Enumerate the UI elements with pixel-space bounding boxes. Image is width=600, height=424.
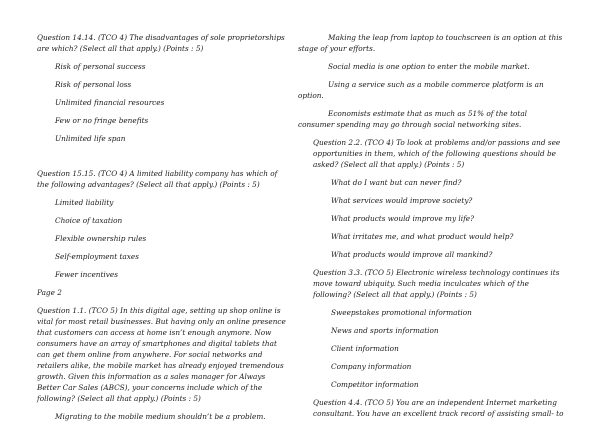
answer-option (313, 61, 565, 72)
question-line: Better Car Sales (ABCS), your concerns include which of the (37, 383, 263, 392)
right-column (298, 32, 565, 419)
question-15 (37, 168, 287, 280)
answer-option: What do I want but can never find? (331, 178, 462, 187)
answer-option: Risk of personal success (55, 62, 146, 71)
question-line: opportunities in them, which of the following questions should be (313, 149, 556, 158)
question-line: growth. Given this information as a sales manager for Always (37, 372, 266, 381)
question-line: Question 1.1. (TCO 5) In this digital age, setting up shop online is (37, 306, 281, 315)
answer-option: News and sports information (331, 326, 439, 335)
option-line: Making the leap from laptop to touchscreen is an option at this (328, 33, 563, 42)
question-1-continued (298, 32, 565, 130)
question-14 (37, 32, 287, 144)
question-line: following? (Select all that apply.) (Points : 5) (313, 290, 477, 299)
option-line: option. (298, 91, 324, 100)
answer-option: What services would improve society? (331, 196, 473, 205)
answer-option: Few or no fringe benefits (55, 116, 149, 125)
question-line: asked? (Select all that apply.) (Points : 5) (313, 160, 465, 169)
question-line: Question 15.15. (TCO 4) A limited liability company has which of (37, 169, 278, 178)
question-line: retailers alike, the mobile market has already enjoyed tremendous (37, 361, 284, 370)
question-line: that customers can access at home isn’t enough anymore. Now (37, 328, 272, 337)
page-label: Page 2 (37, 288, 62, 297)
answer-option: Risk of personal loss (55, 80, 132, 89)
answer-option: What irritates me, and what product would help? (331, 232, 514, 241)
answer-option: Flexible ownership rules (55, 234, 147, 243)
left-column (37, 32, 287, 422)
question-line: are which? (Select all that apply.) (Points : 5) (37, 44, 204, 53)
question-line: following? (Select all that apply.) (Points : 5) (37, 394, 201, 403)
option-line: Social media is one option to enter the mobile market. (328, 62, 530, 71)
question-line: the following advantages? (Select all that apply.) (Points : 5) (37, 180, 260, 189)
question-line: Question 3.3. (TCO 5) Electronic wireless technology continues its (313, 268, 560, 277)
question-line: consumers have an array of smartphones and digital tablets that (37, 339, 277, 348)
answer-option: Client information (331, 344, 399, 353)
answer-option (298, 108, 565, 130)
question-3 (313, 267, 565, 390)
option-line: consumer spending may go through social networking sites. (298, 120, 522, 129)
option-line: Using a service such as a mobile commerce platform is an (328, 80, 544, 89)
question-2 (313, 137, 565, 260)
question-line: Question 2.2. (TCO 4) To look at problems and/or passions and see (313, 138, 561, 147)
answer-option: Company information (331, 362, 412, 371)
answer-option: Fewer incentives (55, 270, 118, 279)
answer-option: What products would improve all mankind? (331, 250, 493, 259)
question-1 (37, 305, 287, 422)
answer-option: Competitor information (331, 380, 419, 389)
answer-option: Unlimited life span (55, 134, 126, 143)
answer-option: Choice of taxation (55, 216, 123, 225)
answer-option (298, 79, 565, 101)
answer-option: Sweepstakes promotional information (331, 308, 472, 317)
question-line: vital for most retail businesses. But having only an online presence (37, 317, 286, 326)
answer-option: Self-employment taxes (55, 252, 139, 261)
answer-option (298, 32, 565, 54)
answer-option: Limited liability (55, 198, 114, 207)
question-4 (313, 397, 565, 419)
question-line: consultant. You have an excellent track record of assisting small- to (313, 409, 564, 418)
question-line: Question 14.14. (TCO 4) The disadvantages of sole proprietorships (37, 33, 285, 42)
option-line: Economists estimate that as much as 51% of the total (328, 109, 528, 118)
option-line: stage of your efforts. (298, 44, 376, 53)
question-line: can get them online from anywhere. For social networks and (37, 350, 263, 359)
answer-option: What products would improve my life? (331, 214, 474, 223)
question-line: move toward ubiquity. Such media inculcates which of the (313, 279, 529, 288)
answer-option: Migrating to the mobile medium shouldn’t be a problem. (55, 412, 266, 421)
answer-option: Unlimited financial resources (55, 98, 165, 107)
question-line: Question 4.4. (TCO 5) You are an independent Internet marketing (313, 398, 557, 407)
